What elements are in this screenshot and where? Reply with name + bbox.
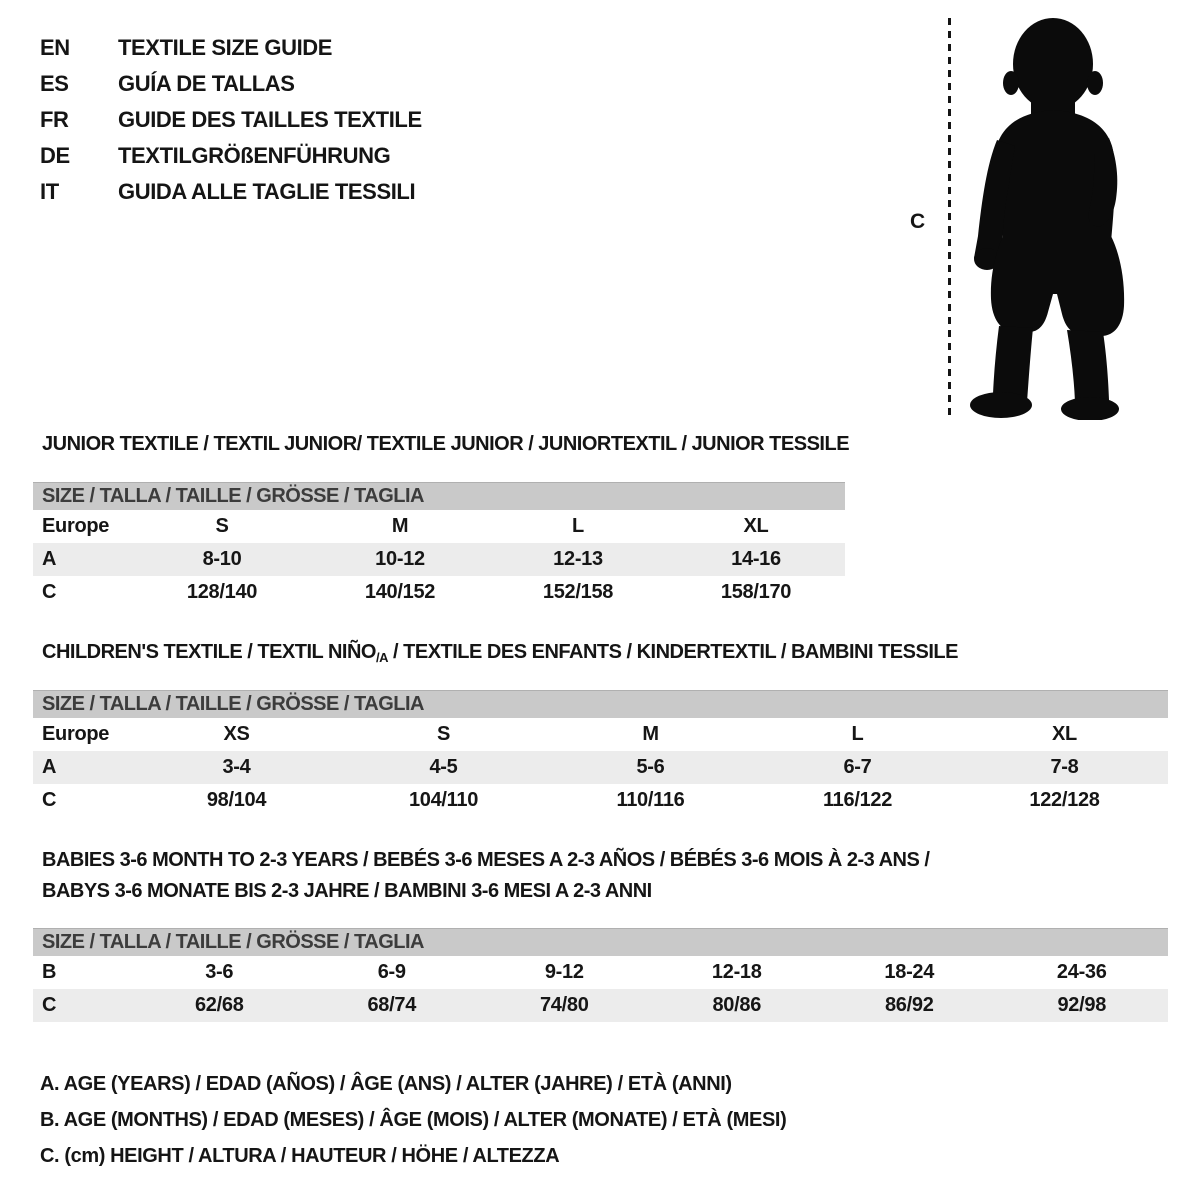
children-size-table xyxy=(33,718,1168,817)
size-col: M xyxy=(642,723,659,745)
table-row-age xyxy=(33,751,1168,784)
cell: 3-6 xyxy=(205,961,234,983)
cell: 98/104 xyxy=(206,789,267,811)
children-title-suffix: / TEXTILE DES ENFANTS / KINDERTEXTIL / BAMBINI TESSILE xyxy=(387,641,958,663)
cell: 24-36 xyxy=(1056,961,1107,983)
cell: 62/68 xyxy=(194,994,244,1016)
lang-code: IT xyxy=(40,179,59,204)
cell: 92/98 xyxy=(1057,994,1107,1016)
cell: 10-12 xyxy=(375,548,425,570)
lang-row-fr xyxy=(40,102,422,138)
table-row-height xyxy=(33,784,1168,817)
cell: 6-9 xyxy=(377,961,406,983)
legend-line-a: A. AGE (YEARS) / EDAD (AÑOS) / ÂGE (ANS) / ALTER (JAHRE) / ETÀ (ANNI) xyxy=(40,1073,732,1095)
size-col: XL xyxy=(1052,723,1077,745)
cell: 152/158 xyxy=(542,581,614,603)
measure-legend xyxy=(40,1066,786,1174)
size-col: L xyxy=(851,723,864,745)
cell: 116/122 xyxy=(822,789,893,811)
legend-line-c: C. (cm) HEIGHT / ALTURA / HAUTEUR / HÖHE / ALTEZZA xyxy=(40,1145,560,1167)
row-label: B xyxy=(42,961,57,983)
cell: 14-16 xyxy=(731,548,781,570)
babies-title-line1: BABIES 3-6 MONTH TO 2-3 YEARS / BEBÉS 3-6 MESES A 2-3 AÑOS / BÉBÉS 3-6 MOIS À 2-3 ANS / xyxy=(42,849,930,871)
cell: 3-4 xyxy=(222,756,251,778)
cell: 9-12 xyxy=(544,961,584,983)
table-row-columns xyxy=(33,718,1168,751)
cell: 122/128 xyxy=(1029,789,1100,811)
height-measure-label: C xyxy=(910,210,926,233)
cell: 86/92 xyxy=(884,994,934,1016)
lang-row-it xyxy=(40,174,422,210)
size-col: M xyxy=(391,515,409,537)
guide-title-en: TEXTILE SIZE GUIDE xyxy=(118,35,333,60)
size-col: L xyxy=(572,515,584,537)
table-row-height xyxy=(33,989,1168,1022)
cell: 80/86 xyxy=(712,994,762,1016)
lang-row-de xyxy=(40,138,422,174)
language-title-list xyxy=(40,30,422,210)
row-label: C xyxy=(42,994,57,1016)
row-label: C xyxy=(42,581,57,603)
babies-section-title xyxy=(42,845,929,907)
guide-title-it: GUIDA ALLE TAGLIE TESSILI xyxy=(118,179,416,204)
guide-title-es: GUÍA DE TALLAS xyxy=(118,71,295,96)
cell: 5-6 xyxy=(636,756,665,778)
cell: 7-8 xyxy=(1050,756,1079,778)
cell: 6-7 xyxy=(843,756,872,778)
cell: 158/170 xyxy=(720,581,792,603)
cell: 74/80 xyxy=(539,994,589,1016)
junior-size-table xyxy=(33,510,845,609)
size-col: XS xyxy=(223,723,250,745)
table-row-months xyxy=(33,956,1168,989)
junior-size-header-bar: SIZE / TALLA / TAILLE / GRÖSSE / TAGLIA xyxy=(33,482,845,510)
size-col: S xyxy=(436,723,451,745)
cell: 8-10 xyxy=(202,548,242,570)
table-row-age xyxy=(33,543,845,576)
toddler-silhouette-image xyxy=(963,14,1147,420)
children-title-prefix: CHILDREN'S TEXTILE / TEXTIL NIÑO xyxy=(42,641,376,663)
row-label: C xyxy=(42,789,57,811)
size-col: S xyxy=(215,515,229,537)
cell: 140/152 xyxy=(364,581,436,603)
babies-size-table xyxy=(33,956,1168,1022)
lang-code: DE xyxy=(40,143,70,168)
table-row-columns xyxy=(33,510,845,543)
table-row-height xyxy=(33,576,845,609)
junior-section-title: JUNIOR TEXTILE / TEXTIL JUNIOR/ TEXTILE JUNIOR / JUNIORTEXTIL / JUNIOR TESSILE xyxy=(42,433,850,455)
lang-row-es xyxy=(40,66,422,102)
cell: 104/110 xyxy=(408,789,479,811)
lang-code: FR xyxy=(40,107,69,132)
guide-title-fr: GUIDE DES TAILLES TEXTILE xyxy=(118,107,422,132)
lang-code: ES xyxy=(40,71,69,96)
children-size-header-bar: SIZE / TALLA / TAILLE / GRÖSSE / TAGLIA xyxy=(33,690,1168,718)
babies-title-line2: BABYS 3-6 MONATE BIS 2-3 JAHRE / BAMBINI 3-6 MESI A 2-3 ANNI xyxy=(42,880,652,902)
lang-code: EN xyxy=(40,35,70,60)
cell: 128/140 xyxy=(186,581,258,603)
cell: 12-18 xyxy=(711,961,762,983)
region-header: Europe xyxy=(42,515,110,537)
cell: 68/74 xyxy=(367,994,417,1016)
region-header: Europe xyxy=(42,723,110,745)
guide-title-de: TEXTILGRÖßENFÜHRUNG xyxy=(118,143,391,168)
row-label: A xyxy=(42,548,57,570)
babies-size-header-bar: SIZE / TALLA / TAILLE / GRÖSSE / TAGLIA xyxy=(33,928,1168,956)
size-col: XL xyxy=(743,515,769,537)
cell: 4-5 xyxy=(429,756,458,778)
cell: 12-13 xyxy=(553,548,603,570)
cell: 18-24 xyxy=(884,961,935,983)
legend-line-b: B. AGE (MONTHS) / EDAD (MESES) / ÂGE (MOIS) / ALTER (MONATE) / ETÀ (MESI) xyxy=(40,1109,787,1131)
children-title-sub: /A xyxy=(375,650,388,665)
cell: 110/116 xyxy=(616,789,685,811)
children-section-title xyxy=(42,641,958,664)
height-measure-dashed-line xyxy=(948,18,951,416)
lang-row-en xyxy=(40,30,422,66)
row-label: A xyxy=(42,756,57,778)
